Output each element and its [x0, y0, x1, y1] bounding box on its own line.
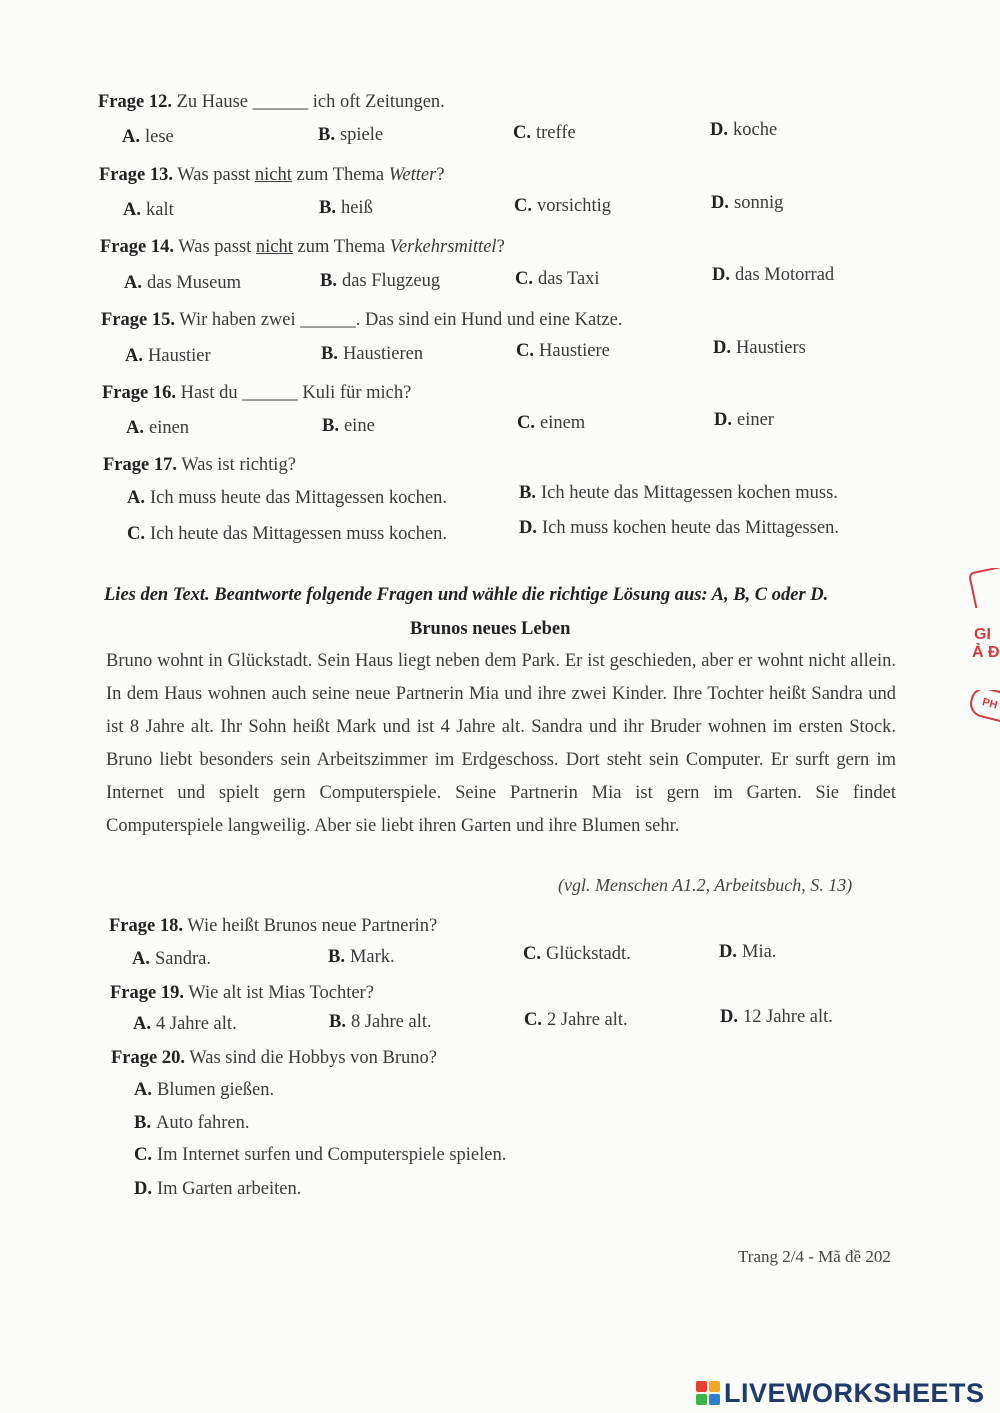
option-19-b[interactable]: B. 8 Jahre alt.	[329, 1012, 432, 1032]
question-17: Frage 17. Was ist richtig?	[103, 455, 296, 475]
option-18-c[interactable]: C. Glückstadt.	[523, 944, 631, 964]
option-15-d[interactable]: D. Haustiers	[713, 338, 806, 358]
liveworksheets-wordmark: LIVEWORKSHEETS	[724, 1377, 985, 1408]
stamp-fragment-bottom: PH	[966, 690, 1000, 730]
stamp-fragment-top	[966, 568, 1000, 608]
option-17-c[interactable]: C. Ich heute das Mittagessen muss kochen.	[127, 524, 447, 544]
option-14-a[interactable]: A. das Museum	[124, 273, 242, 293]
option-20-b[interactable]: B. Auto fahren.	[134, 1113, 250, 1133]
option-12-d[interactable]: D. koche	[710, 120, 778, 140]
option-13-c[interactable]: C. vorsichtig	[514, 196, 611, 216]
question-12: Frage 12. Zu Hause ______ ich oft Zeitungen.	[98, 92, 445, 112]
text-title: Brunos neues Leben	[410, 619, 571, 639]
option-13-a[interactable]: A. kalt	[123, 200, 174, 220]
reading-text	[106, 645, 896, 843]
option-12-c[interactable]: C. treffe	[513, 123, 576, 143]
question-13: Frage 13. Was passt nicht zum Thema Wetter?	[99, 165, 445, 185]
option-17-a[interactable]: A. Ich muss heute das Mittagessen kochen.	[127, 488, 447, 508]
option-16-b[interactable]: B. eine	[322, 416, 375, 436]
question-15: Frage 15. Wir haben zwei ______. Das sind ein Hund und eine Katze.	[101, 310, 623, 330]
option-16-d[interactable]: D. einer	[714, 410, 774, 430]
option-18-d[interactable]: D. Mia.	[719, 942, 777, 962]
option-20-c[interactable]: C. Im Internet surfen und Computerspiele spielen.	[134, 1145, 507, 1165]
option-17-d[interactable]: D. Ich muss kochen heute das Mittagessen.	[519, 518, 839, 538]
liveworksheets-logo	[696, 1378, 985, 1408]
option-20-d[interactable]: D. Im Garten arbeiten.	[134, 1179, 302, 1199]
option-13-b[interactable]: B. heiß	[319, 198, 373, 218]
question-20: Frage 20. Was sind die Hobbys von Bruno?	[111, 1048, 438, 1068]
question-18: Frage 18. Wie heißt Brunos neue Partnerin?	[109, 916, 438, 936]
option-14-d[interactable]: D. das Motorrad	[712, 265, 835, 285]
option-16-c[interactable]: C. einem	[517, 413, 586, 433]
option-12-a[interactable]: A. lese	[122, 127, 174, 147]
question-16: Frage 16. Hast du ______ Kuli für mich?	[102, 383, 412, 403]
page-footer: Trang 2/4 - Mã đề 202	[738, 1247, 891, 1266]
option-19-a[interactable]: A. 4 Jahre alt.	[133, 1014, 237, 1034]
option-14-b[interactable]: B. das Flugzeug	[320, 271, 441, 291]
reading-paragraph: Bruno wohnt in Glückstadt. Sein Haus liegt neben dem Park. Er ist geschieden, aber er wohnt nicht allein. In dem Haus wohnen auch seine neue Partnerin Mia und ihre zwei Kinder. Ihre Tochter heißt Sandra und ist 8 Jahre alt. Ihr Sohn heißt Mark und ist 4 Jahre alt. Sandra und ihr Bruder wohnen im ersten Stock. Bruno liebt besonders sein Arbeitszimmer im Erdgeschoss. Dort steht sein Computer. Er surft gern im Internet und spielt gern Computerspiele. Seine Partnerin Mia ist gern im Garten. Sie findet Computerspiele langweilig. Aber sie liebt ihren Garten und ihre Blumen sehr.	[106, 651, 896, 836]
reading-instruction: Lies den Text. Beantworte folgende Fragen und wähle die richtige Lösung aus: A, B, C oder D.	[104, 585, 829, 605]
option-18-a[interactable]: A. Sandra.	[132, 949, 211, 969]
option-20-a[interactable]: A. Blumen gießen.	[134, 1080, 275, 1100]
option-14-c[interactable]: C. das Taxi	[515, 269, 600, 289]
option-15-c[interactable]: C. Haustiere	[516, 341, 610, 361]
option-19-d[interactable]: D. 12 Jahre alt.	[720, 1007, 833, 1027]
option-19-c[interactable]: C. 2 Jahre alt.	[524, 1010, 628, 1030]
option-13-d[interactable]: D. sonnig	[711, 193, 784, 213]
stamp-fragment-middle: GI Ả Đ	[972, 626, 1000, 661]
question-14: Frage 14. Was passt nicht zum Thema Verkehrsmittel?	[100, 237, 505, 257]
source-citation: (vgl. Menschen A1.2, Arbeitsbuch, S. 13)	[558, 875, 853, 895]
liveworksheets-logo-icon	[696, 1381, 720, 1405]
option-15-b[interactable]: B. Haustieren	[321, 344, 424, 364]
option-15-a[interactable]: A. Haustier	[125, 346, 211, 366]
option-17-b[interactable]: B. Ich heute das Mittagessen kochen muss.	[519, 483, 838, 503]
option-12-b[interactable]: B. spiele	[318, 125, 384, 145]
option-16-a[interactable]: A. einen	[126, 418, 190, 438]
option-18-b[interactable]: B. Mark.	[328, 947, 395, 967]
question-19: Frage 19. Wie alt ist Mias Tochter?	[110, 983, 374, 1003]
